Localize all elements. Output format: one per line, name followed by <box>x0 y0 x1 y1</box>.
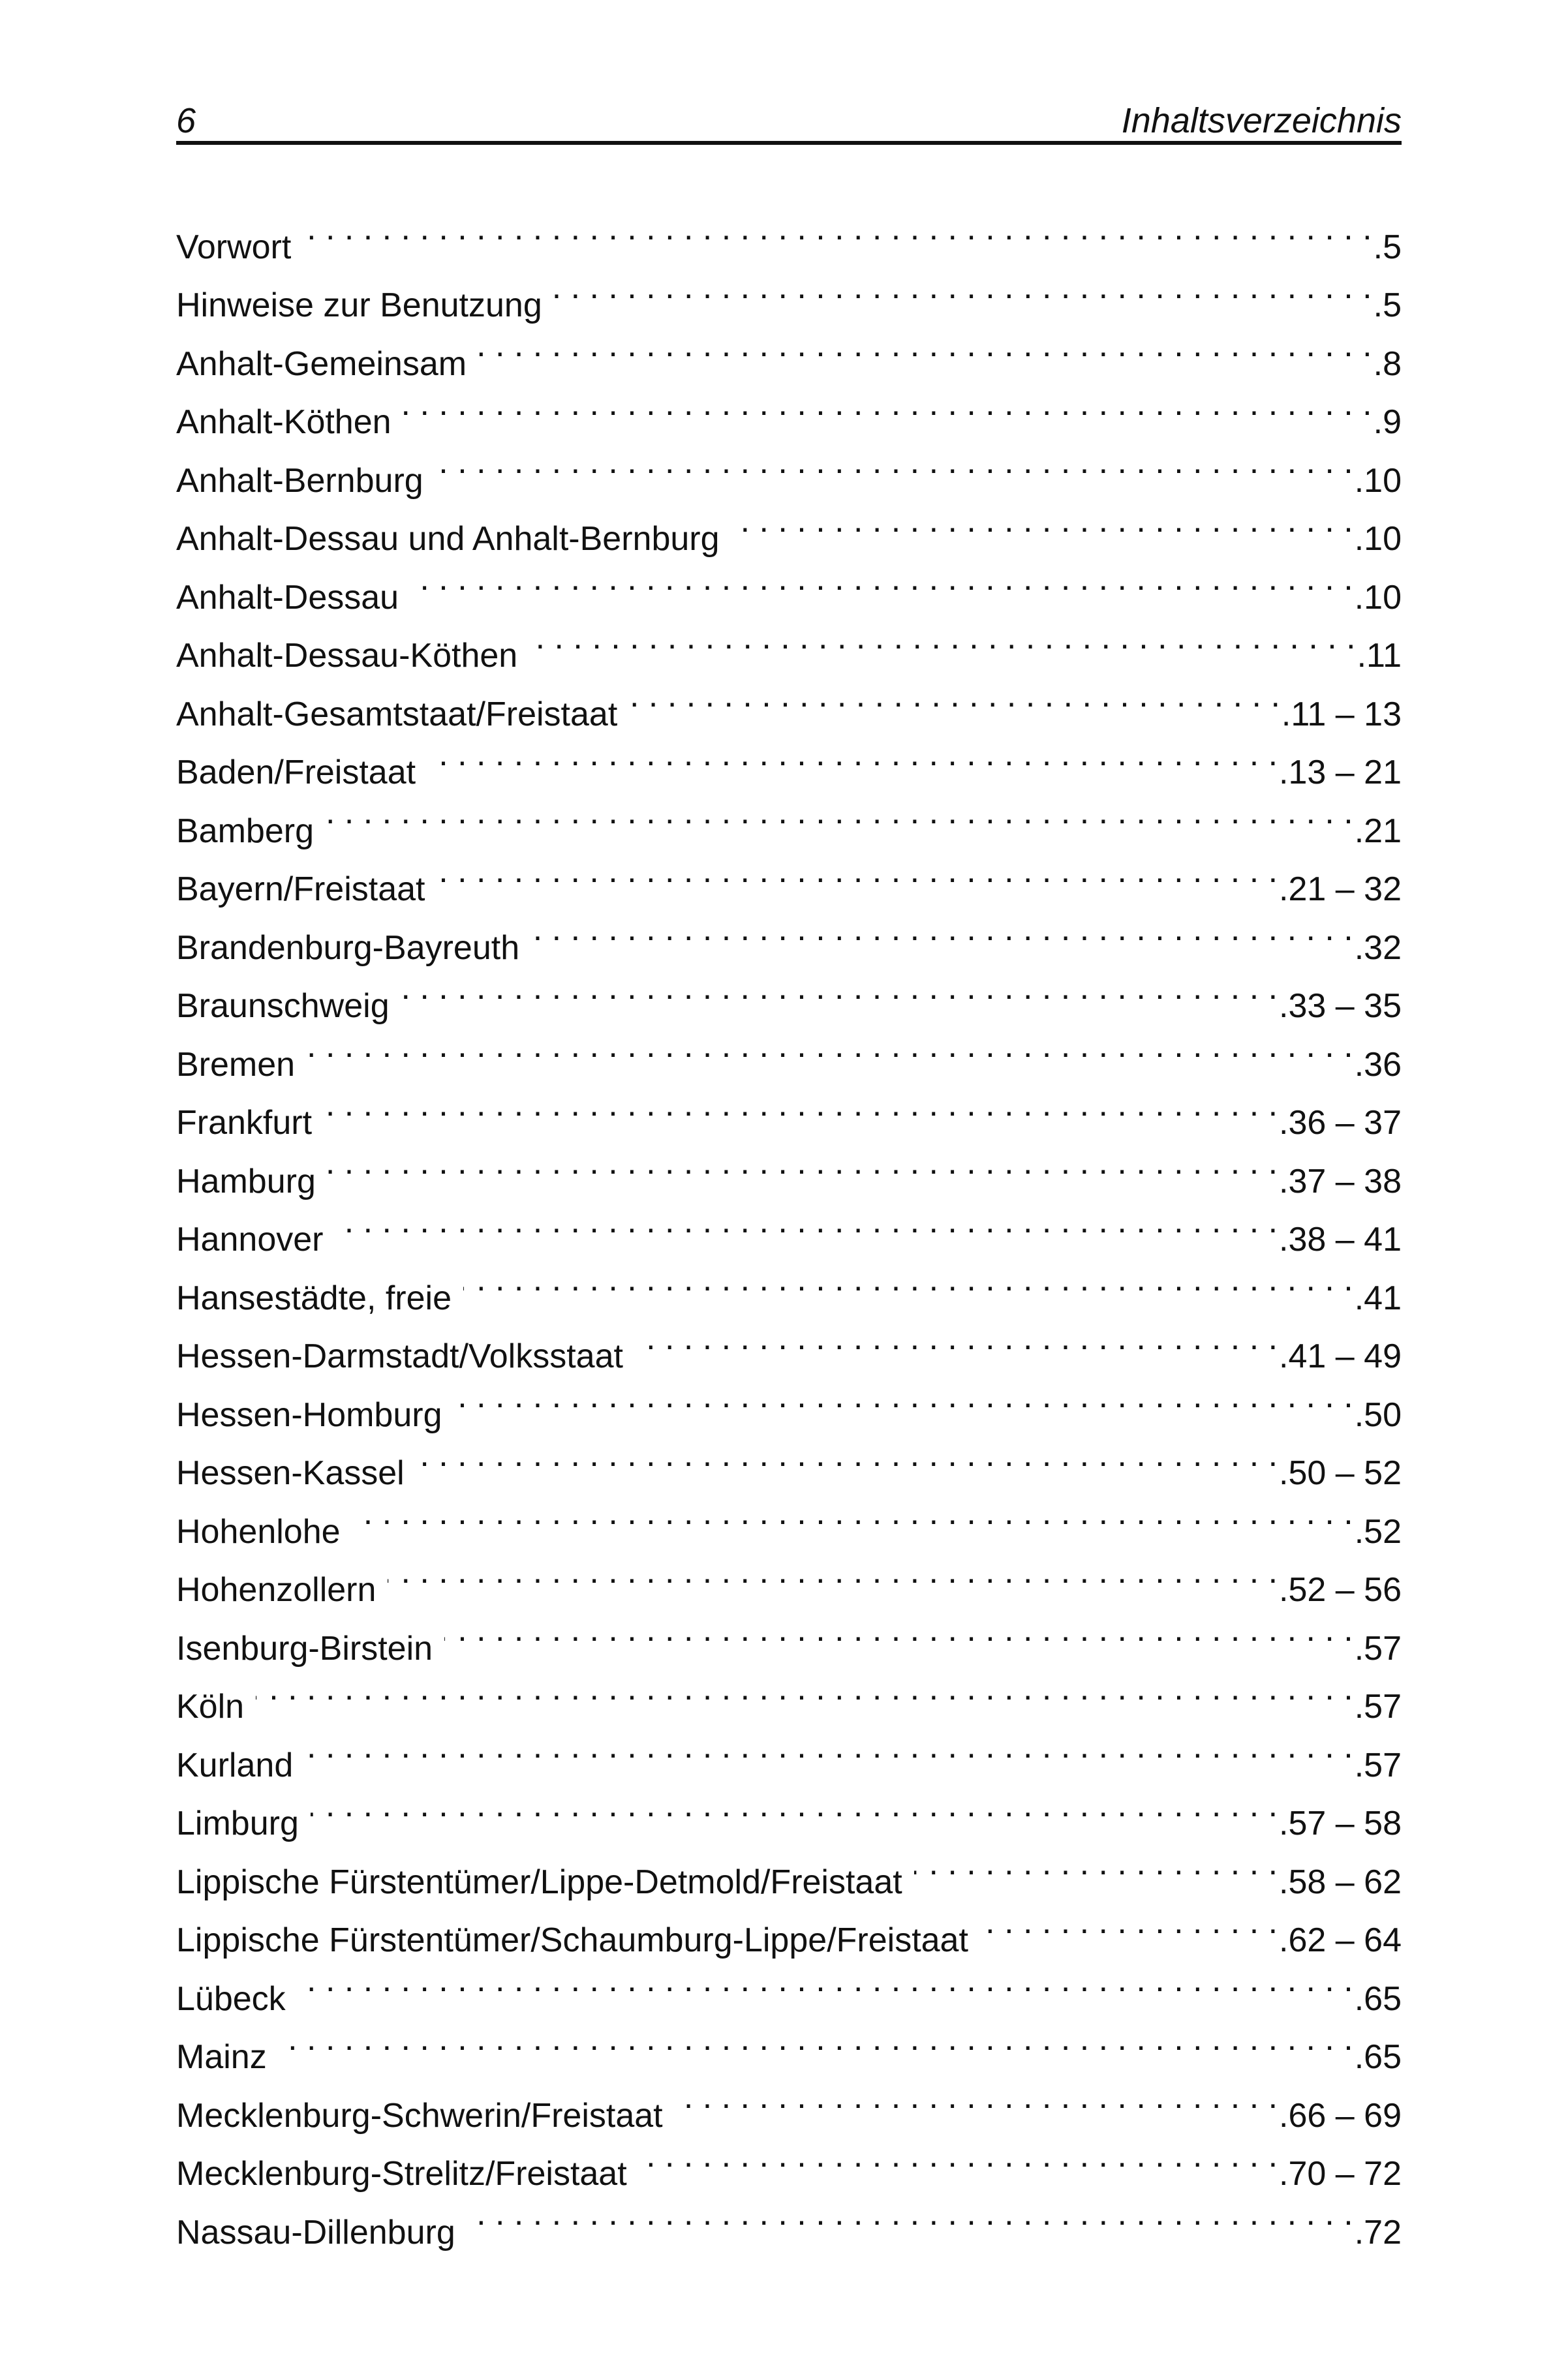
toc-entry-page: .8 <box>1373 344 1402 383</box>
toc-entry-page: .33 – 35 <box>1279 987 1402 1025</box>
toc-entry-title: Lübeck <box>176 1979 286 2018</box>
running-title: Inhaltsverzeichnis <box>1121 101 1402 140</box>
dot-leader <box>437 842 1278 901</box>
toc-entry-title: Vorwort <box>176 228 292 266</box>
toc-entry-page: .32 <box>1354 928 1402 967</box>
toc-entry-page: .65 <box>1354 1979 1402 2018</box>
dot-leader <box>635 1309 1278 1368</box>
toc-entry-title: Frankfurt <box>176 1104 313 1142</box>
toc-entry-title: Brandenburg-Bayreuth <box>176 928 520 967</box>
toc-entry-title: Lippische Fürstentümer/Schaumburg-Lippe/Freistaat <box>176 1921 968 1959</box>
dot-leader <box>298 1951 1353 2010</box>
toc-entry-page: .57 <box>1354 1629 1402 1668</box>
toc-entry-title: Bayern/Freistaat <box>176 870 425 908</box>
dot-leader <box>335 1193 1278 1251</box>
dot-leader <box>388 1543 1278 1602</box>
toc-entry <box>176 258 1402 324</box>
dot-leader <box>311 1777 1278 1835</box>
toc-entry-page: .72 <box>1354 2213 1402 2251</box>
toc-entry-title: Mainz <box>176 2038 267 2076</box>
toc-entry <box>176 2010 1402 2076</box>
toc-entry <box>176 200 1402 266</box>
toc-entry-title: Limburg <box>176 1805 299 1842</box>
toc-entry-title: Hessen-Darmstadt/Volksstaat <box>176 1337 623 1375</box>
toc-entry-title: Hessen-Kassel <box>176 1454 405 1492</box>
toc-entry <box>176 1777 1402 1842</box>
toc-entry <box>176 1718 1402 1784</box>
dot-leader <box>256 1660 1353 1718</box>
toc-entry-page: .36 – 37 <box>1279 1104 1402 1142</box>
toc-entry-page: .66 – 69 <box>1279 2096 1402 2135</box>
toc-entry-title: Hohenlohe <box>176 1512 341 1551</box>
toc-entry-page: .50 – 52 <box>1279 1454 1402 1492</box>
toc-entry-title: Köln <box>176 1688 245 1726</box>
dot-leader <box>529 609 1355 667</box>
toc-entry-title: Hamburg <box>176 1162 316 1200</box>
dot-leader <box>416 1426 1278 1485</box>
dot-leader <box>454 1367 1353 1426</box>
dot-leader <box>305 1718 1353 1777</box>
toc-entry-page: .52 <box>1354 1512 1402 1551</box>
toc-entry-page: .52 – 56 <box>1279 1571 1402 1609</box>
dot-leader <box>279 2010 1353 2069</box>
toc-entry-title: Anhalt-Dessau-Köthen <box>176 637 518 675</box>
running-header <box>176 98 1402 145</box>
toc-entry-page: .5 <box>1373 286 1402 324</box>
toc-entry-title: Bamberg <box>176 812 314 850</box>
toc-entry-page: .21 <box>1354 812 1402 850</box>
toc-entry-title: Isenburg-Birstein <box>176 1629 433 1668</box>
dot-leader <box>326 784 1353 842</box>
toc-entry-page: .38 – 41 <box>1279 1221 1402 1259</box>
toc-entry-title: Hansestädte, freie <box>176 1279 452 1317</box>
dot-leader <box>731 492 1353 551</box>
toc-entry-page: .70 – 72 <box>1279 2155 1402 2193</box>
toc-entry-title: Anhalt-Gemeinsam <box>176 344 467 383</box>
dot-leader <box>531 900 1353 959</box>
toc-entry-title: Lippische Fürstentümer/Lippe-Detmold/Freistaat <box>176 1863 902 1901</box>
toc-entry-title: Anhalt-Dessau <box>176 578 399 617</box>
toc-entry-title: Hinweise zur Benutzung <box>176 286 542 324</box>
dot-leader <box>980 1893 1278 1952</box>
toc-entry-title: Anhalt-Bernburg <box>176 461 423 500</box>
toc-entry <box>176 1251 1402 1317</box>
toc-entry-title: Baden/Freistaat <box>176 754 416 791</box>
toc-entry-page: .21 – 32 <box>1279 870 1402 908</box>
toc-entry-page: .65 <box>1354 2038 1402 2076</box>
toc-entry <box>176 842 1402 908</box>
dot-leader <box>401 959 1278 1018</box>
toc-entry-page: .10 <box>1354 461 1402 500</box>
toc-entry-page: .41 – 49 <box>1279 1337 1402 1375</box>
toc-entry <box>176 1951 1402 2018</box>
toc-entry-page: .5 <box>1373 228 1402 266</box>
toc-entry <box>176 1484 1402 1551</box>
dot-leader <box>328 1134 1278 1193</box>
dot-leader <box>914 1835 1278 1893</box>
toc-entry-page: .11 – 13 <box>1281 695 1402 733</box>
toc-entry-title: Kurland <box>176 1746 294 1784</box>
toc-entry-title: Mecklenburg-Schwerin/Freistaat <box>176 2096 663 2135</box>
toc-entry <box>176 1193 1402 1259</box>
toc-entry <box>176 1835 1402 1901</box>
toc-entry-title: Anhalt-Dessau und Anhalt-Bernburg <box>176 520 720 558</box>
toc-entry <box>176 1660 1402 1726</box>
toc-entry <box>176 1134 1402 1200</box>
toc-entry-page: .57 – 58 <box>1279 1805 1402 1842</box>
toc-entry <box>176 1017 1402 1084</box>
toc-entry <box>176 2068 1402 2135</box>
dot-leader <box>324 1076 1278 1135</box>
toc-entry-page: .57 <box>1354 1746 1402 1784</box>
dot-leader <box>307 1017 1353 1076</box>
dot-leader <box>352 1484 1353 1543</box>
toc-entry-page: .13 – 21 <box>1279 754 1402 791</box>
dot-leader <box>675 2068 1278 2127</box>
dot-leader <box>435 433 1353 492</box>
toc-entry-title: Nassau-Dillenburg <box>176 2213 455 2251</box>
dot-leader <box>303 200 1372 258</box>
dot-leader <box>478 316 1372 375</box>
toc-entry-page: .50 <box>1354 1396 1402 1434</box>
dot-leader <box>467 2185 1353 2244</box>
dot-leader <box>463 1251 1353 1309</box>
toc-entry <box>176 784 1402 850</box>
toc-entry-page: .58 – 62 <box>1279 1863 1402 1901</box>
toc-entry <box>176 1076 1402 1142</box>
dot-leader <box>554 258 1372 317</box>
toc-entry-title: Braunschweig <box>176 987 390 1025</box>
toc-entry <box>176 1543 1402 1609</box>
toc-entry-page: .57 <box>1354 1688 1402 1726</box>
dot-leader <box>444 1601 1353 1660</box>
toc-entry-title: Anhalt-Köthen <box>176 403 392 441</box>
toc-entry-page: .10 <box>1354 520 1402 558</box>
toc-entry-title: Anhalt-Gesamtstaat/Freistaat <box>176 695 618 733</box>
toc-entry-title: Hessen-Homburg <box>176 1396 442 1434</box>
toc-entry-page: .9 <box>1373 403 1402 441</box>
toc-entry-title: Hannover <box>176 1221 324 1259</box>
toc-entry-page: .11 <box>1357 637 1402 675</box>
toc-entry-page: .10 <box>1354 578 1402 617</box>
dot-leader <box>629 667 1280 725</box>
dot-leader <box>639 2127 1278 2186</box>
dot-leader <box>410 550 1353 609</box>
toc-entry-title: Bremen <box>176 1045 296 1084</box>
dot-leader <box>403 375 1372 434</box>
toc-entry-page: .36 <box>1354 1045 1402 1084</box>
toc-entry-title: Mecklenburg-Strelitz/Freistaat <box>176 2155 627 2193</box>
toc-entry-title: Hohenzollern <box>176 1571 376 1609</box>
dot-leader <box>427 725 1278 784</box>
page-number: 6 <box>176 101 196 140</box>
table-of-contents <box>176 200 1402 2251</box>
toc-entry-page: .41 <box>1354 1279 1402 1317</box>
toc-entry-page: .37 – 38 <box>1279 1162 1402 1200</box>
toc-entry-page: .62 – 64 <box>1279 1921 1402 1959</box>
